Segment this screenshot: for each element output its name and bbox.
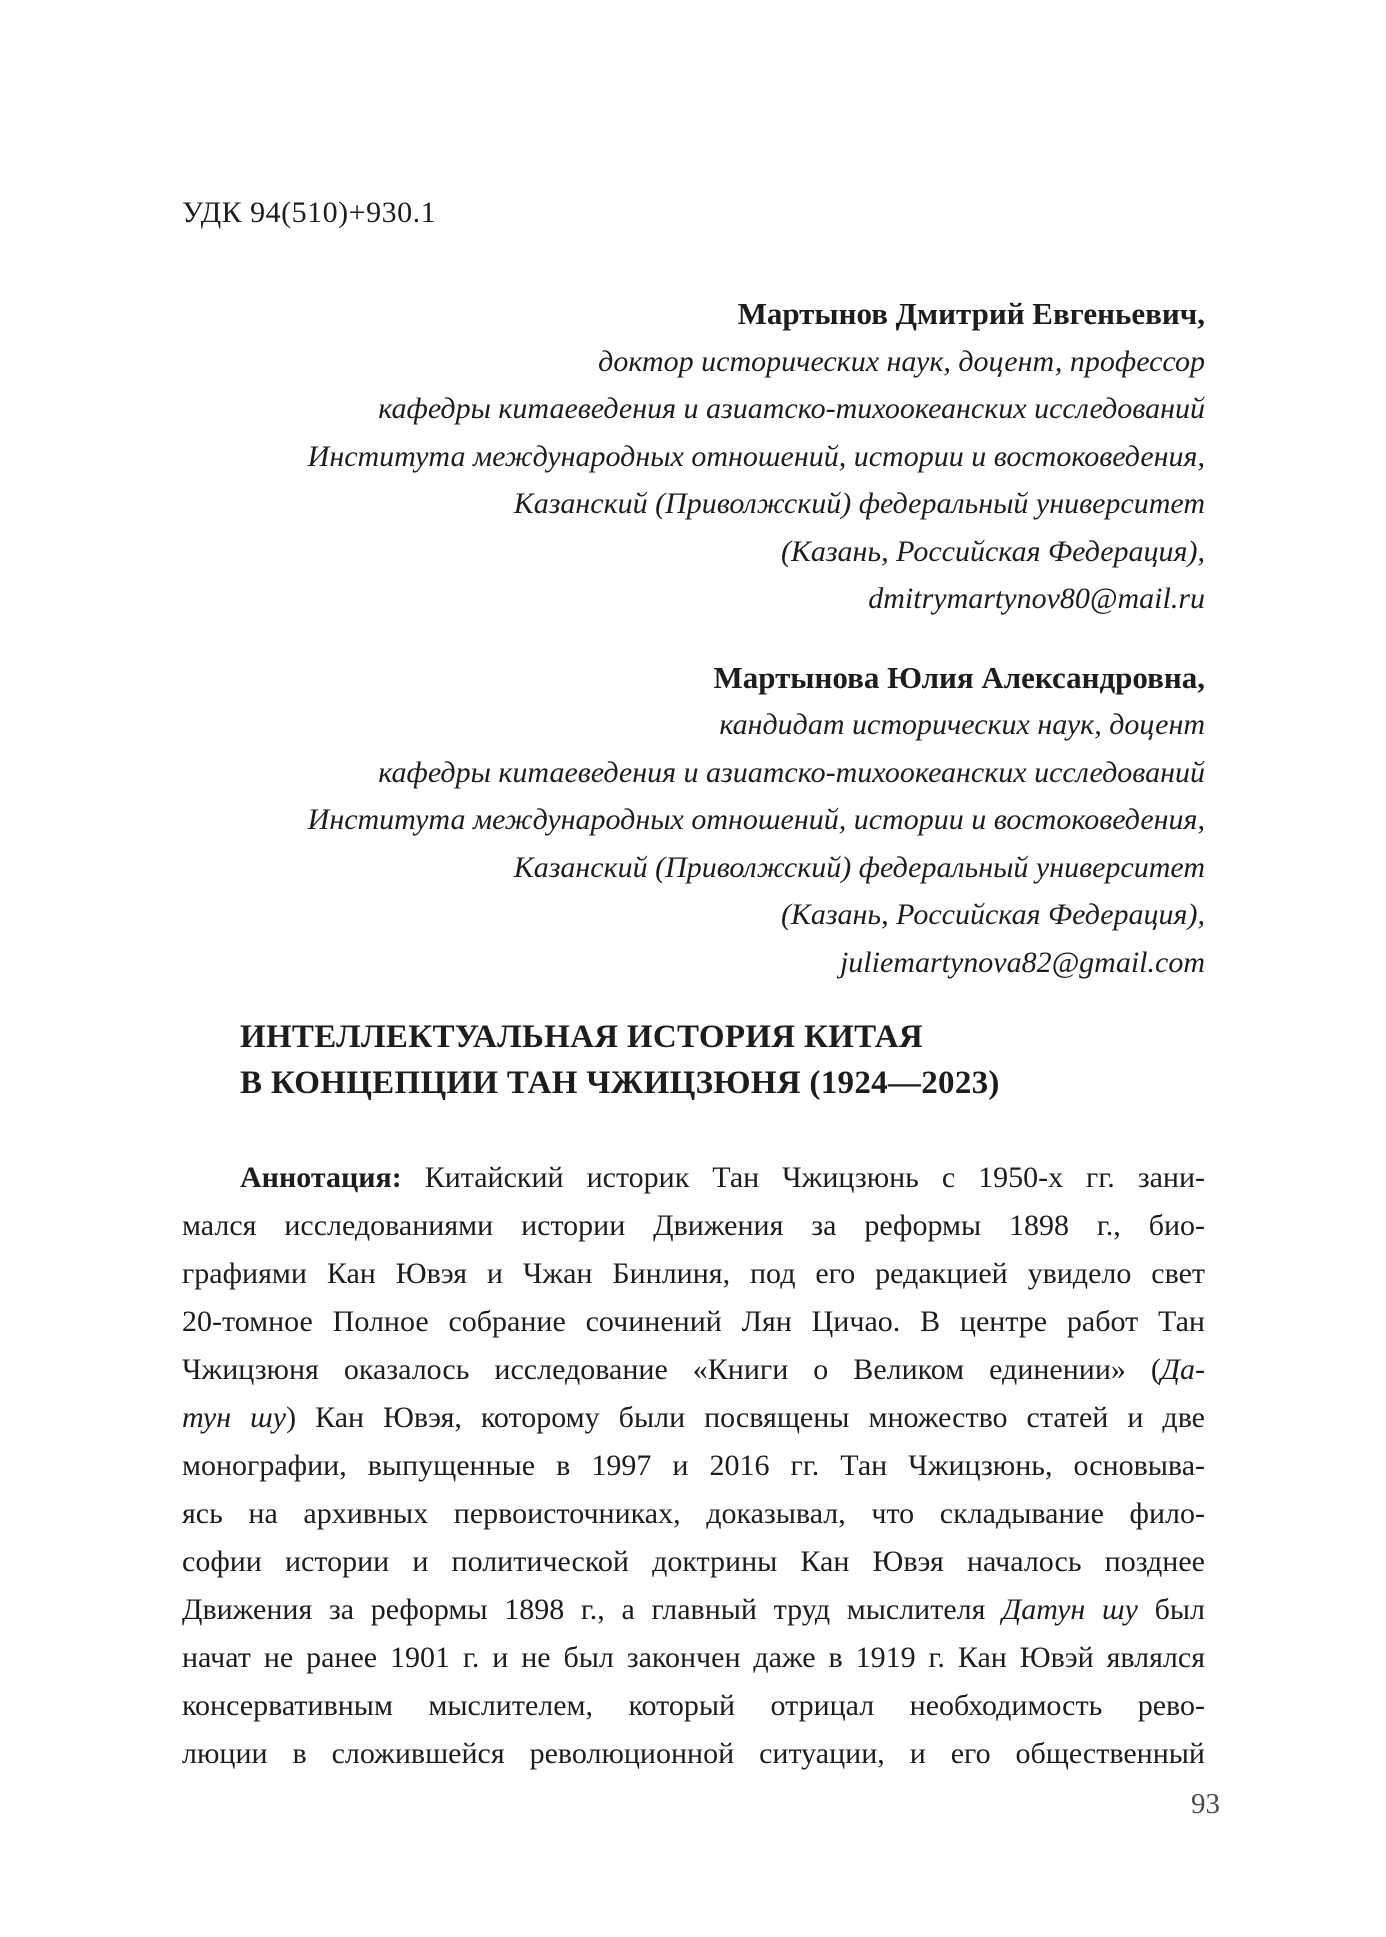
abstract-line: Чжицзюня оказалось исследование «Книги о Великом единении» (Да- xyxy=(182,1353,1205,1386)
abstract-paragraph xyxy=(182,1154,1205,1778)
abstract-line: Аннотация: Китайский историк Тан Чжицзюнь с 1950-х гг. зани- xyxy=(240,1161,1205,1194)
author-city: (Казань, Российская Федерация), xyxy=(780,534,1205,568)
abstract-line: люции в сложившейся революционной ситуации, и его общественный xyxy=(182,1737,1205,1770)
abstract-line: начат не ранее 1901 г. и не был закончен даже в 1919 г. Кан Ювэй являлся xyxy=(182,1641,1205,1674)
page-content xyxy=(182,0,1205,1778)
author-degree: доктор исторических наук, доцент, профессор xyxy=(598,344,1205,378)
article-title xyxy=(240,1014,1205,1106)
author-block-first xyxy=(182,290,1205,623)
abstract-line: мался исследованиями истории Движения за реформы 1898 г., био- xyxy=(182,1209,1205,1242)
article-title-line-1: ИНТЕЛЛЕКТУАЛЬНАЯ ИСТОРИЯ КИТАЯ xyxy=(240,1019,924,1055)
abstract-line: софии истории и политической доктрины Кан Ювэя началось позднее xyxy=(182,1545,1205,1578)
author-institute: Института международных отношений, истории и востоковедения, xyxy=(307,439,1205,473)
author-degree: кандидат исторических наук, доцент xyxy=(719,708,1205,741)
author-name: Мартынов Дмитрий Евгеньевич, xyxy=(737,296,1205,331)
udc-code: УДК 94(510)+930.1 xyxy=(182,196,437,229)
author-department: кафедры китаеведения и азиатско-тихоокеанских исследований xyxy=(378,392,1205,425)
author-university: Казанский (Приволжский) федеральный университет xyxy=(513,850,1205,884)
abstract-line: монографии, выпущенные в 1997 и 2016 гг. Тан Чжицзюнь, основыва- xyxy=(182,1449,1205,1482)
author-name: Мартынова Юлия Александровна, xyxy=(713,659,1205,695)
author-city: (Казань, Российская Федерация), xyxy=(780,898,1205,931)
abstract-line: Движения за реформы 1898 г., а главный труд мыслителя Датун шу был xyxy=(182,1593,1206,1626)
abstract-line: ясь на архивных первоисточниках, доказывал, что складывание фило- xyxy=(182,1497,1205,1530)
author-email: juliemartynova82@gmail.com xyxy=(839,945,1205,979)
page-number: 93 xyxy=(1191,1788,1220,1820)
author-institute: Института международных отношений, истории и востоковедения, xyxy=(307,803,1205,836)
abstract-line: графиями Кан Ювэя и Чжан Бинлиня, под его редакцией увидело свет xyxy=(182,1257,1205,1290)
abstract-line: 20-томное Полное собрание сочинений Лян Цичао. В центре работ Тан xyxy=(182,1305,1205,1338)
abstract-line: тун шу) Кан Ювэя, которому были посвящены множество статей и две xyxy=(182,1401,1205,1434)
author-block-second xyxy=(182,654,1205,987)
author-email: dmitrymartynov80@mail.ru xyxy=(868,582,1205,615)
article-title-line-2: В КОНЦЕПЦИИ ТАН ЧЖИЦЗЮНЯ (1924—2023) xyxy=(240,1065,1000,1101)
abstract-line: консервативным мыслителем, который отрицал необходимость рево- xyxy=(182,1689,1205,1722)
author-department: кафедры китаеведения и азиатско-тихоокеанских исследований xyxy=(378,755,1205,789)
author-university: Казанский (Приволжский) федеральный университет xyxy=(513,487,1205,520)
